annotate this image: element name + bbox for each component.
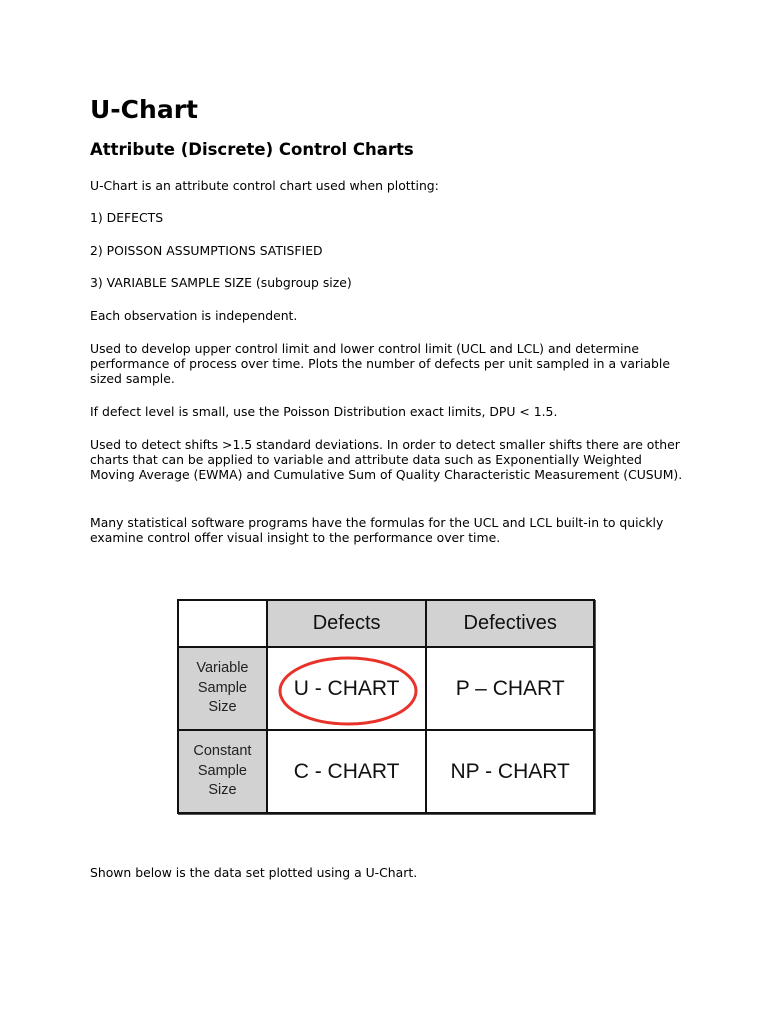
row-header-line: Sample [197,762,247,779]
matrix-header-row [178,600,594,647]
row-header-line: Size [208,699,237,716]
cell-u-chart-label: U - CHART [293,676,400,700]
page-title: U-Chart [90,95,198,124]
row-header-variable-sample-size [178,647,267,730]
software-paragraph: Many statistical software programs have the formulas for the UCL and LCL built-in to quickly examine control offer visual insight to the performance over time. [90,515,664,546]
closing-paragraph: Shown below is the data set plotted using a U-Chart. [90,865,418,880]
row-header-line: Variable [196,660,249,677]
cell-u-chart [267,647,427,730]
matrix-row-constant [178,730,594,813]
matrix-row-variable [178,647,594,730]
row-header-constant-sample-size [178,730,267,813]
purpose-paragraph: Used to develop upper control limit and lower control limit (UCL and LCL) and determine performance of process over time. Plots the number of defects per unit sampled in a variable sized sample. [90,341,670,387]
cell-np-chart: NP - CHART [426,730,594,813]
row-header-line: Size [208,782,237,799]
column-header-defectives: Defectives [426,600,594,647]
row-header-line: Sample [197,679,247,696]
column-header-defects: Defects [267,600,427,647]
page-subtitle: Attribute (Discrete) Control Charts [90,140,414,159]
shift-detection-paragraph: Used to detect shifts >1.5 standard deviations. In order to detect smaller shifts there are other charts that can be applied to variable and attribute data such as Exponentially Weighted Moving Average (EWMA) and Cumulative Sum of Quality Characteristic Measurement (CUSUM). [90,437,683,483]
cell-c-chart: C - CHART [267,730,427,813]
highlighted-chart-label [294,677,400,701]
poisson-limit-paragraph: If defect level is small, use the Poisson Distribution exact limits, DPU < 1.5. [90,404,558,419]
condition-poisson: 2) POISSON ASSUMPTIONS SATISFIED [90,243,323,258]
cell-p-chart: P – CHART [426,647,594,730]
independence-paragraph: Each observation is independent. [90,308,298,323]
matrix-corner-cell [178,600,267,647]
row-header-line: Constant [193,743,252,760]
chart-selection-matrix [177,599,595,814]
condition-defects: 1) DEFECTS [90,210,164,225]
intro-paragraph: U-Chart is an attribute control chart used when plotting: [90,178,439,193]
condition-sample-size: 3) VARIABLE SAMPLE SIZE (subgroup size) [90,275,352,290]
